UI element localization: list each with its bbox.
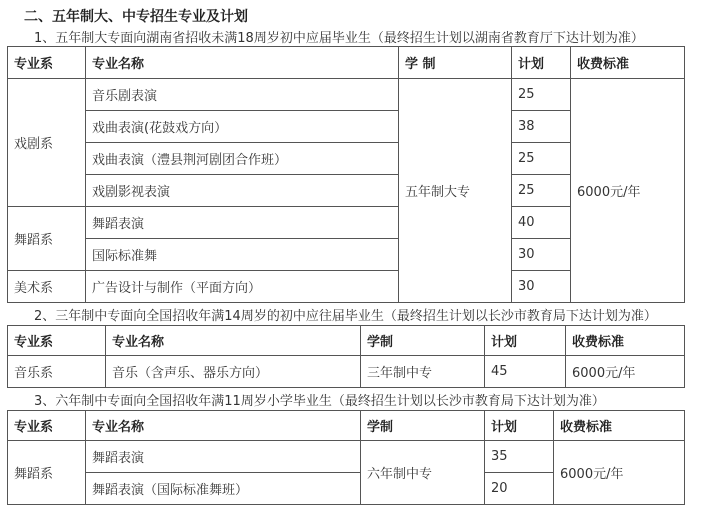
plan-cell: 35 <box>485 441 554 473</box>
table-row <box>8 441 685 473</box>
major-cell: 戏曲表演(花鼓戏方向） <box>86 111 399 143</box>
plan-cell: 25 <box>512 175 571 207</box>
dept-cell: 美术系 <box>8 271 86 303</box>
major-cell: 音乐剧表演 <box>86 79 399 111</box>
fee-cell: 6000元/年 <box>554 441 685 505</box>
header-fee: 收费标准 <box>554 411 685 441</box>
header-dept: 专业系 <box>8 47 86 79</box>
header-plan: 计划 <box>485 326 566 356</box>
major-cell: 音乐（含声乐、器乐方向） <box>106 356 361 388</box>
fee-cell: 6000元/年 <box>571 79 685 303</box>
header-major: 专业名称 <box>86 411 361 441</box>
dept-cell: 舞蹈系 <box>8 207 86 271</box>
dept-cell: 舞蹈系 <box>8 441 86 505</box>
header-major: 专业名称 <box>106 326 361 356</box>
major-cell: 国际标准舞 <box>86 239 399 271</box>
system-cell: 六年制中专 <box>361 441 485 505</box>
major-cell: 戏曲表演（澧县荆河剧团合作班） <box>86 143 399 175</box>
header-system: 学制 <box>361 326 485 356</box>
plan-cell: 38 <box>512 111 571 143</box>
table-header-row <box>8 411 685 441</box>
six-year-secondary-table <box>7 410 685 505</box>
three-year-secondary-table <box>7 325 685 388</box>
plan-cell: 45 <box>485 356 566 388</box>
plan-cell: 25 <box>512 143 571 175</box>
plan-cell: 25 <box>512 79 571 111</box>
section-title: 二、五年制大、中专招生专业及计划 <box>24 9 248 25</box>
table-row <box>8 356 685 388</box>
major-cell: 舞蹈表演（国际标准舞班） <box>86 473 361 505</box>
header-system: 学制 <box>361 411 485 441</box>
fee-cell: 6000元/年 <box>566 356 685 388</box>
major-cell: 戏剧影视表演 <box>86 175 399 207</box>
major-cell: 广告设计与制作（平面方向） <box>86 271 399 303</box>
header-fee: 收费标准 <box>566 326 685 356</box>
major-cell: 舞蹈表演 <box>86 441 361 473</box>
header-major: 专业名称 <box>86 47 399 79</box>
header-plan: 计划 <box>485 411 554 441</box>
part1-note: 1、五年制大专面向湖南省招收未满18周岁初中应届毕业生（最终招生计划以湖南省教育厅下达计划为准） <box>34 31 644 46</box>
plan-cell: 20 <box>485 473 554 505</box>
plan-cell: 40 <box>512 207 571 239</box>
dept-cell: 戏剧系 <box>8 79 86 207</box>
header-system: 学 制 <box>399 47 512 79</box>
table-row <box>8 79 685 111</box>
major-cell: 舞蹈表演 <box>86 207 399 239</box>
dept-cell: 音乐系 <box>8 356 106 388</box>
system-cell: 三年制中专 <box>361 356 485 388</box>
system-cell: 五年制大专 <box>399 79 512 303</box>
part2-note: 2、三年制中专面向全国招收年满14周岁的初中应往届毕业生（最终招生计划以长沙市教育局下达计划为准） <box>34 309 657 324</box>
five-year-college-table <box>7 46 685 303</box>
header-plan: 计划 <box>512 47 571 79</box>
part3-note: 3、六年制中专面向全国招收年满11周岁小学毕业生（最终招生计划以长沙市教育局下达计划为准） <box>34 394 605 409</box>
header-fee: 收费标准 <box>571 47 685 79</box>
header-dept: 专业系 <box>8 326 106 356</box>
header-dept: 专业系 <box>8 411 86 441</box>
plan-cell: 30 <box>512 239 571 271</box>
table-header-row <box>8 47 685 79</box>
table-header-row <box>8 326 685 356</box>
plan-cell: 30 <box>512 271 571 303</box>
